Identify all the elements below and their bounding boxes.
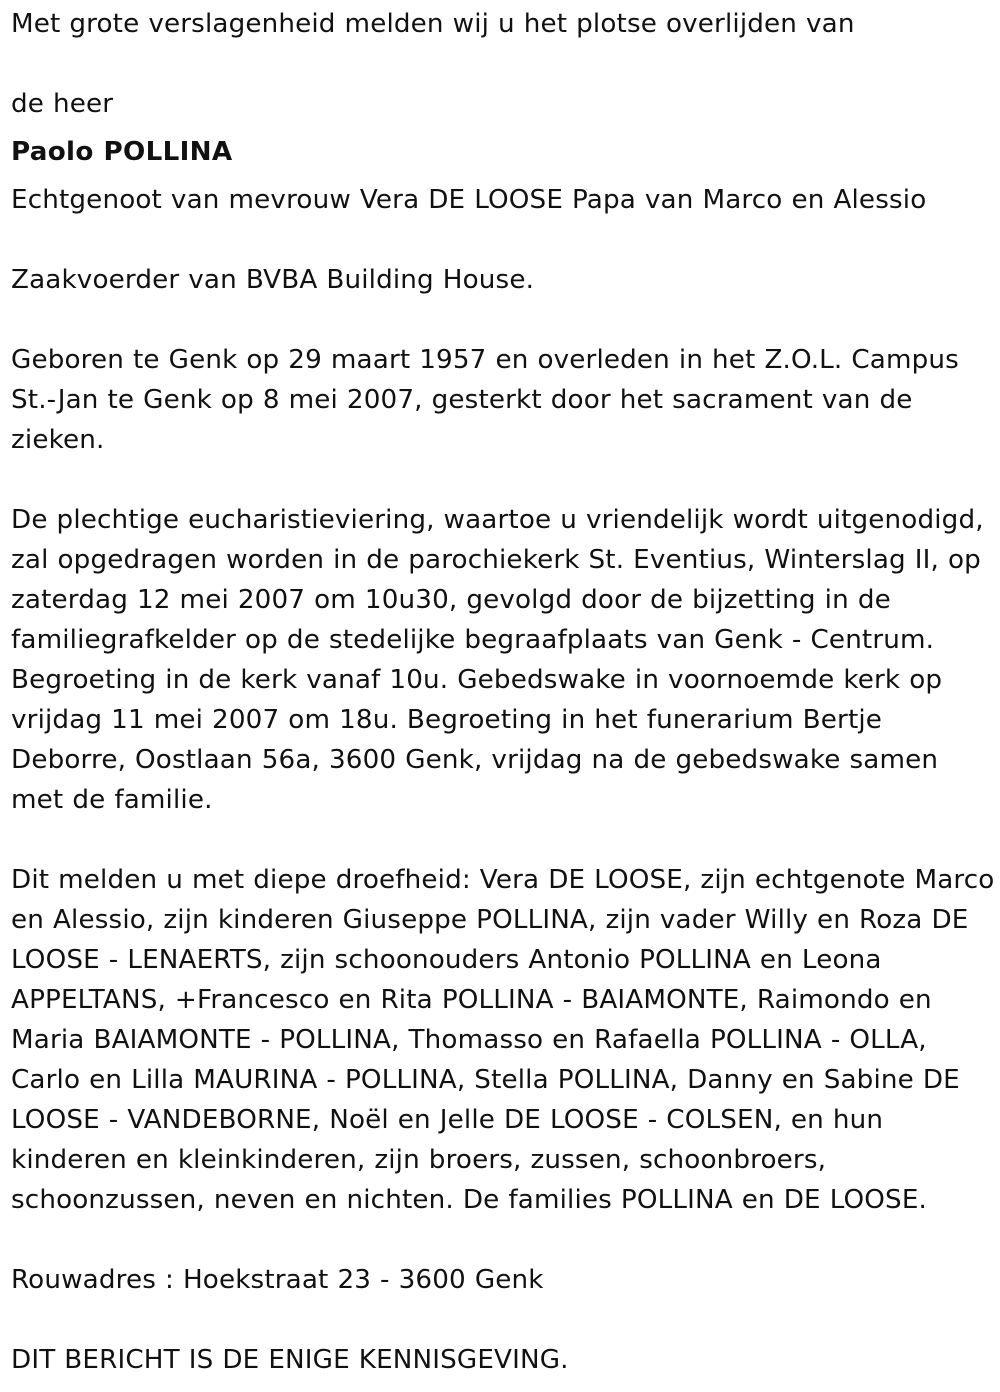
- sole-notice: DIT BERICHT IS DE ENIGE KENNISGEVING.: [11, 1345, 569, 1375]
- birth-death-paragraph: Geboren te Genk op 29 maart 1957 en overleden in het Z.O.L. Campus St.-Jan te Genk op 8 mei 2007, gesterkt door het sacrament van de zieken.: [11, 345, 959, 455]
- family-paragraph: Dit melden u met diepe droefheid: Vera DE LOOSE, zijn echtgenote Marco en Alessio, zijn kinderen Giuseppe POLLINA, zijn vader Willy en Roza DE LOOSE - LENAERTS, zijn schoonouders Antonio POLLINA en Leona APPELTANS, +Francesco en Rita POLLINA - BAIAMONTE, Raimondo en Maria BAIAMONTE - POLLINA, Thomasso en Rafaella POLLINA - OLLA, Carlo en Lilla MAURINA - POLLINA, Stella POLLINA, Danny en Sabine DE LOOSE - VANDEBORNE, Noël en Jelle DE LOOSE - COLSEN, en hun kinderen en kleinkinderen, zijn broers, zussen, schoonbroers, schoonzussen, neven en nichten. De families POLLINA en DE LOOSE.: [11, 865, 995, 1215]
- deceased-name: Paolo POLLINA: [11, 137, 233, 167]
- salutation: de heer: [11, 89, 114, 119]
- death-notice: [11, 4, 996, 1380]
- intro-text: Met grote verslagenheid melden wij u het plotse overlijden van: [11, 9, 855, 39]
- occupation-text: Zaakvoerder van BVBA Building House.: [11, 265, 535, 295]
- relations-text: Echtgenoot van mevrouw Vera DE LOOSE Papa van Marco en Alessio: [11, 185, 927, 215]
- ceremony-paragraph: De plechtige eucharistieviering, waartoe u vriendelijk wordt uitgenodigd, zal opgedragen worden in de parochiekerk St. Eventius, Winterslag II, op zaterdag 12 mei 2007 om 10u30, gevolgd door de bijzetting in de familiegrafkelder op de stedelijke begraafplaats van Genk - Centrum. Begroeting in de kerk vanaf 10u. Gebedswake in voornoemde kerk op vrijdag 11 mei 2007 om 18u. Begroeting in het funerarium Bertje Deborre, Oostlaan 56a, 3600 Genk, vrijdag na de gebedswake samen met de familie.: [11, 505, 984, 815]
- mourning-address: Rouwadres : Hoekstraat 23 - 3600 Genk: [11, 1265, 544, 1295]
